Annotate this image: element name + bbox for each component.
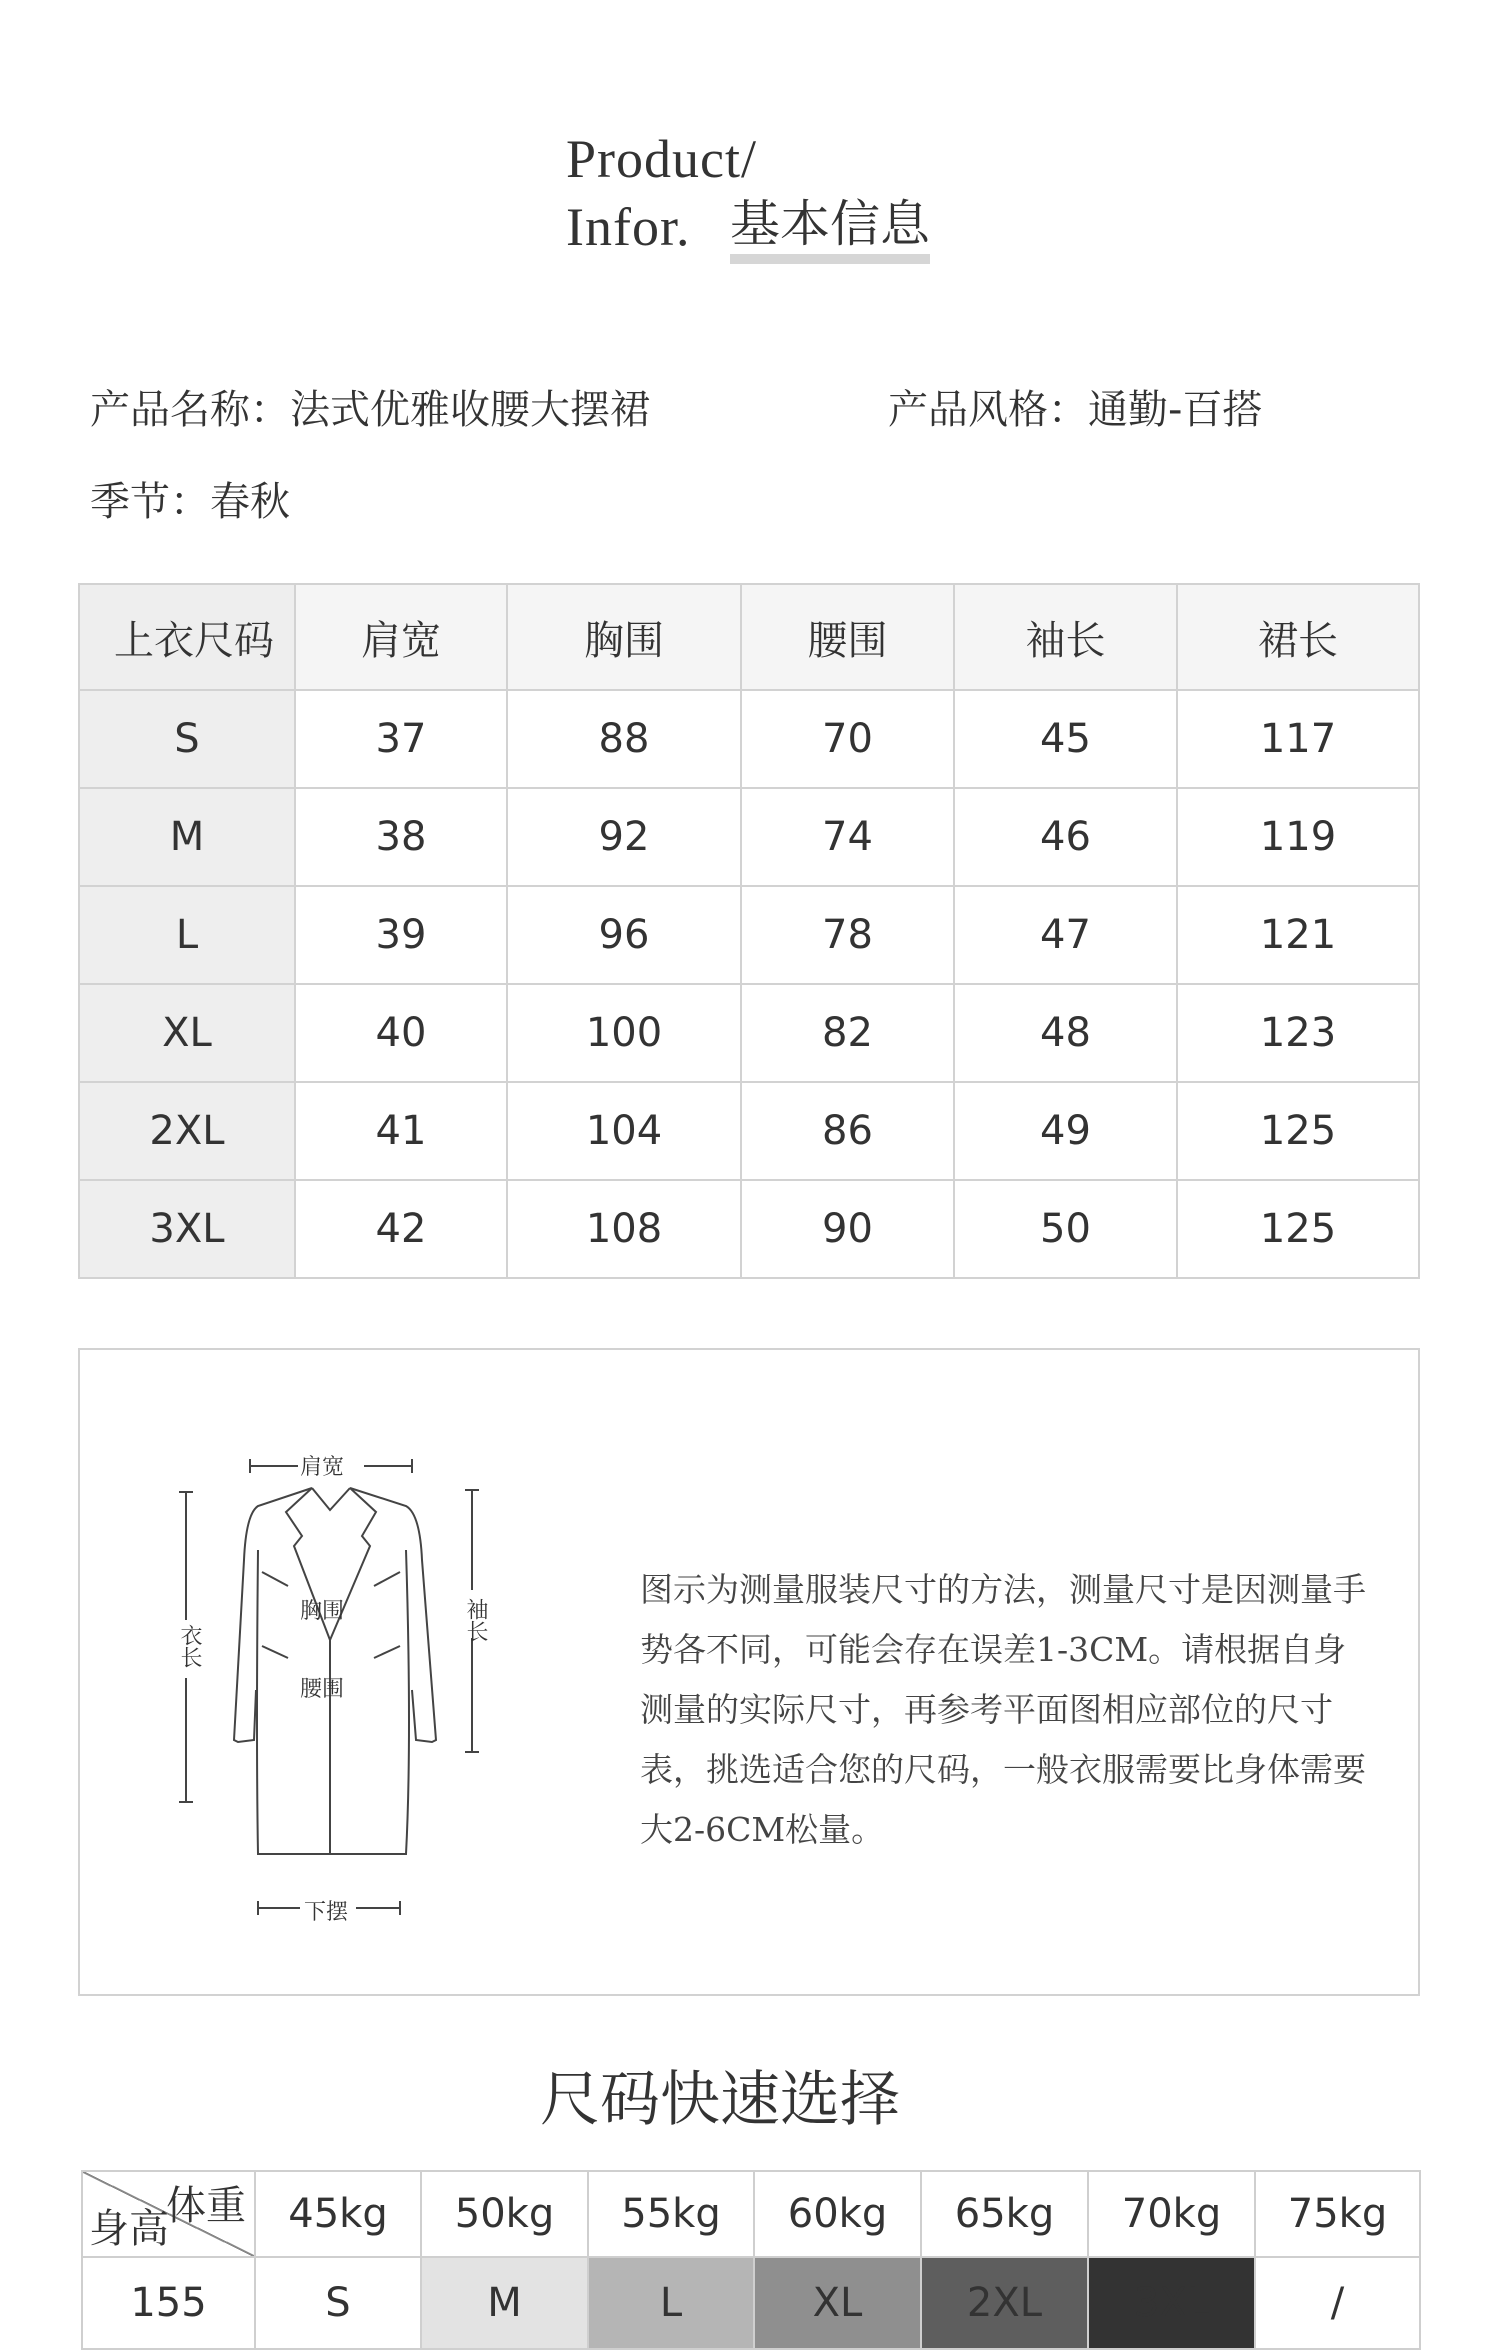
product-style: 产品风格：通勤-百搭 [888,387,1263,433]
size-table-header [79,584,1419,690]
header-cn-title: 基本信息 [730,196,930,264]
size-label: S [79,690,295,788]
header-cell: 裙长 [1177,584,1419,690]
quick-select-title: 尺码快速选择 [540,2065,900,2135]
size-label: M [79,788,295,886]
table-cell: 86 [741,1082,954,1180]
table-row [79,1180,1419,1278]
table-cell: 96 [507,886,741,984]
header-cell: 腰围 [741,584,954,690]
size-label: L [79,886,295,984]
table-cell: 47 [954,886,1177,984]
header-en-line2: Infor. [566,197,691,257]
quick-header-row [82,2171,1420,2257]
table-cell: 74 [741,788,954,886]
table-cell: 45 [954,690,1177,788]
corner-height-label: 身高 [89,2206,169,2252]
weight-header: 75kg [1255,2171,1420,2257]
size-table [78,583,1420,1279]
size-cell: 2XL [921,2257,1088,2349]
table-cell: 42 [295,1180,507,1278]
size-cell: L [588,2257,754,2349]
product-season: 季节：春秋 [90,479,290,525]
table-cell: 41 [295,1082,507,1180]
table-cell: 48 [954,984,1177,1082]
table-cell: 125 [1177,1082,1419,1180]
size-cell: M [421,2257,588,2349]
table-cell: 119 [1177,788,1419,886]
table-cell: 38 [295,788,507,886]
header-cell: 胸围 [507,584,741,690]
weight-header: 45kg [255,2171,421,2257]
diagram-label-chest: 胸围 [300,1599,345,1624]
table-cell: 90 [741,1180,954,1278]
weight-header: 70kg [1088,2171,1255,2257]
quick-row [82,2257,1420,2349]
size-label: 3XL [79,1180,295,1278]
size-cell: 3XL [1088,2257,1255,2349]
measurement-note: 图示为测量服装尺寸的方法，测量尺寸是因测量手势各不同，可能会存在误差1-3CM。请根据自身测量的实际尺寸，再参考平面图相应部位的尺寸表，挑选适合您的尺码，一般衣服需要比身体需要大2-6CM松量。 [640,1570,1366,1849]
header-cell: 肩宽 [295,584,507,690]
table-row [79,1082,1419,1180]
corner-weight-label: 体重 [166,2183,246,2229]
table-cell: 70 [741,690,954,788]
size-label: 2XL [79,1082,295,1180]
product-name: 产品名称：法式优雅收腰大摆裙 [90,387,650,433]
table-cell: 123 [1177,984,1419,1082]
height-cell: 155 [82,2257,255,2349]
diagram-label-waist: 腰围 [300,1677,345,1702]
header-en-line1: Product/ [566,129,757,189]
table-cell: 100 [507,984,741,1082]
table-cell: 108 [507,1180,741,1278]
table-cell: 88 [507,690,741,788]
weight-header: 50kg [421,2171,588,2257]
table-cell: 37 [295,690,507,788]
table-cell: 82 [741,984,954,1082]
table-cell: 40 [295,984,507,1082]
diagram-label-shoulder: 肩宽 [300,1455,345,1480]
table-cell: 39 [295,886,507,984]
weight-header: 65kg [921,2171,1088,2257]
quick-select-table [81,2170,1421,2350]
table-cell: 50 [954,1180,1177,1278]
table-row [79,886,1419,984]
table-cell: 46 [954,788,1177,886]
table-cell: 121 [1177,886,1419,984]
weight-header: 60kg [754,2171,921,2257]
diagram-label-hem: 下摆 [304,1900,349,1925]
table-cell: 49 [954,1082,1177,1180]
table-cell: 104 [507,1082,741,1180]
table-cell: 78 [741,886,954,984]
diagram-label-length: 衣长 [177,1624,202,1668]
size-cell: / [1255,2257,1420,2349]
table-cell: 117 [1177,690,1419,788]
table-cell: 125 [1177,1180,1419,1278]
table-cell: 92 [507,788,741,886]
table-row [79,788,1419,886]
size-label: XL [79,984,295,1082]
diagram-label-sleeve: 袖长 [463,1598,488,1642]
header-cell: 上衣尺码 [79,584,295,690]
table-row [79,690,1419,788]
weight-header: 55kg [588,2171,754,2257]
size-cell: XL [754,2257,921,2349]
header-cell: 袖长 [954,584,1177,690]
table-row [79,984,1419,1082]
corner-cell [82,2171,255,2257]
size-cell: S [255,2257,421,2349]
